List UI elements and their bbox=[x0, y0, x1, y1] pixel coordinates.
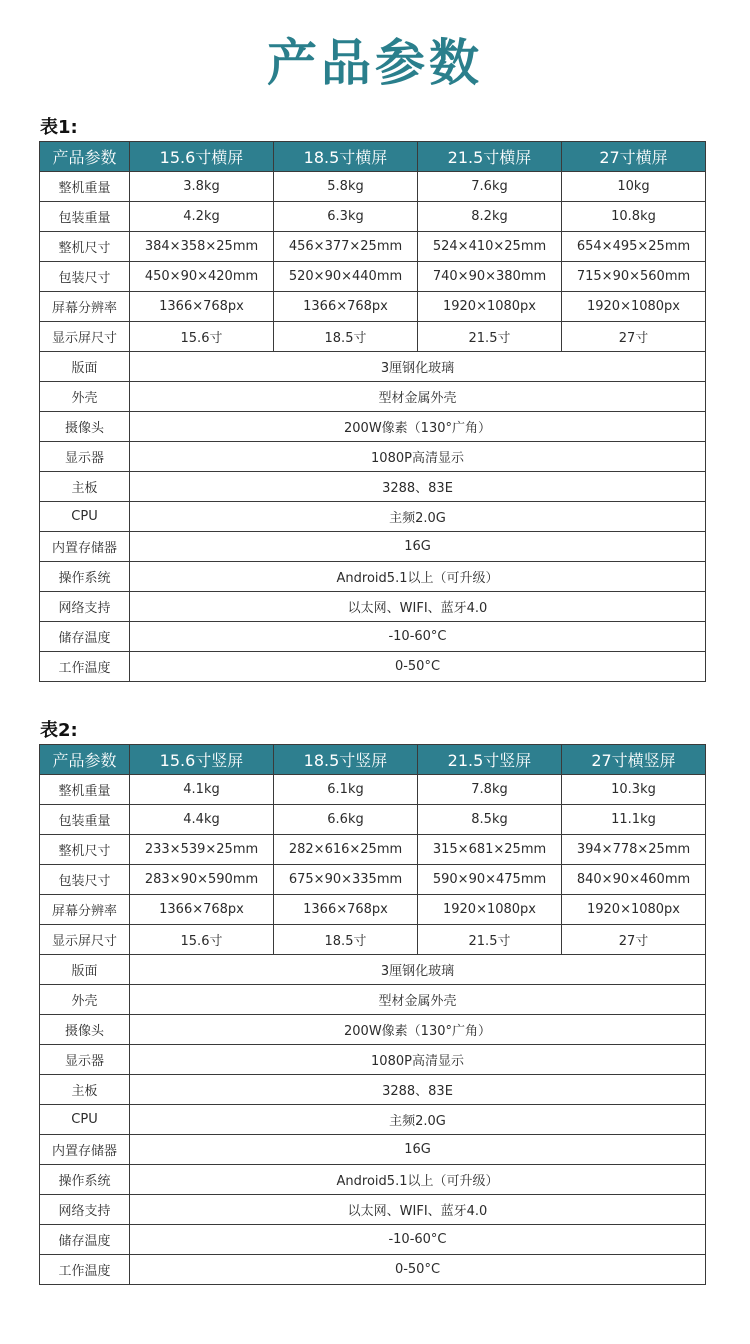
shared-value-cell: 0-50°C bbox=[130, 652, 706, 682]
header-model-4: 27寸横竖屏 bbox=[562, 745, 706, 775]
param-name-cell: 操作系统 bbox=[40, 562, 130, 592]
param-value-cell: 6.1kg bbox=[274, 775, 418, 805]
param-value-cell: 715×90×560mm bbox=[562, 262, 706, 292]
header-model-3: 21.5寸横屏 bbox=[418, 142, 562, 172]
table-header-row bbox=[40, 142, 706, 172]
param-value-cell: 11.1kg bbox=[562, 805, 706, 835]
param-value-cell: 282×616×25mm bbox=[274, 835, 418, 865]
param-value-cell: 1366×768px bbox=[274, 292, 418, 322]
param-name-cell: CPU bbox=[40, 502, 130, 532]
param-value-cell: 15.6寸 bbox=[130, 925, 274, 955]
param-name-cell: 内置存储器 bbox=[40, 532, 130, 562]
table-row bbox=[40, 925, 706, 955]
param-name-cell: 摄像头 bbox=[40, 412, 130, 442]
shared-value-cell: 200W像素（130°广角） bbox=[130, 1015, 706, 1045]
param-name-cell: 储存温度 bbox=[40, 622, 130, 652]
table-row-shared bbox=[40, 502, 706, 532]
table-row-shared bbox=[40, 622, 706, 652]
param-value-cell: 315×681×25mm bbox=[418, 835, 562, 865]
shared-value-cell: 1080P高清显示 bbox=[130, 1045, 706, 1075]
param-name-cell: 整机重量 bbox=[40, 775, 130, 805]
param-name-cell: 整机尺寸 bbox=[40, 835, 130, 865]
param-name-cell: 外壳 bbox=[40, 985, 130, 1015]
shared-value-cell: Android5.1以上（可升级） bbox=[130, 562, 706, 592]
param-value-cell: 740×90×380mm bbox=[418, 262, 562, 292]
param-name-cell: 包装尺寸 bbox=[40, 262, 130, 292]
table-row bbox=[40, 202, 706, 232]
shared-value-cell: -10-60°C bbox=[130, 1225, 706, 1255]
param-value-cell: 4.1kg bbox=[130, 775, 274, 805]
table-row-shared bbox=[40, 1105, 706, 1135]
param-name-cell: 主板 bbox=[40, 472, 130, 502]
param-value-cell: 8.5kg bbox=[418, 805, 562, 835]
param-value-cell: 5.8kg bbox=[274, 172, 418, 202]
param-value-cell: 27寸 bbox=[562, 925, 706, 955]
param-value-cell: 1920×1080px bbox=[418, 895, 562, 925]
param-value-cell: 524×410×25mm bbox=[418, 232, 562, 262]
param-name-cell: 摄像头 bbox=[40, 1015, 130, 1045]
param-value-cell: 1366×768px bbox=[274, 895, 418, 925]
table-row-shared bbox=[40, 1135, 706, 1165]
param-value-cell: 4.4kg bbox=[130, 805, 274, 835]
param-value-cell: 1920×1080px bbox=[562, 292, 706, 322]
param-value-cell: 520×90×440mm bbox=[274, 262, 418, 292]
header-param-label: 产品参数 bbox=[40, 745, 130, 775]
table-row bbox=[40, 895, 706, 925]
param-name-cell: 网络支持 bbox=[40, 1195, 130, 1225]
table-1-caption: 表1: bbox=[40, 117, 78, 138]
header-param-label: 产品参数 bbox=[40, 142, 130, 172]
param-value-cell: 590×90×475mm bbox=[418, 865, 562, 895]
table-row-shared bbox=[40, 1165, 706, 1195]
param-value-cell: 27寸 bbox=[562, 322, 706, 352]
shared-value-cell: 3厘钢化玻璃 bbox=[130, 352, 706, 382]
param-value-cell: 283×90×590mm bbox=[130, 865, 274, 895]
table-row-shared bbox=[40, 1255, 706, 1285]
shared-value-cell: 主频2.0G bbox=[130, 502, 706, 532]
shared-value-cell: Android5.1以上（可升级） bbox=[130, 1165, 706, 1195]
param-value-cell: 1366×768px bbox=[130, 895, 274, 925]
param-name-cell: 屏幕分辨率 bbox=[40, 895, 130, 925]
header-model-3: 21.5寸竖屏 bbox=[418, 745, 562, 775]
shared-value-cell: 以太网、WIFI、蓝牙4.0 bbox=[130, 1195, 706, 1225]
table-row bbox=[40, 805, 706, 835]
table-row-shared bbox=[40, 1225, 706, 1255]
param-value-cell: 1920×1080px bbox=[418, 292, 562, 322]
param-name-cell: 整机重量 bbox=[40, 172, 130, 202]
param-value-cell: 654×495×25mm bbox=[562, 232, 706, 262]
table-row bbox=[40, 262, 706, 292]
header-model-2: 18.5寸横屏 bbox=[274, 142, 418, 172]
table-row-shared bbox=[40, 1015, 706, 1045]
param-name-cell: 显示屏尺寸 bbox=[40, 925, 130, 955]
shared-value-cell: 1080P高清显示 bbox=[130, 442, 706, 472]
table-row bbox=[40, 775, 706, 805]
table-row-shared bbox=[40, 382, 706, 412]
param-value-cell: 4.2kg bbox=[130, 202, 274, 232]
table-row bbox=[40, 292, 706, 322]
shared-value-cell: 0-50°C bbox=[130, 1255, 706, 1285]
table-row-shared bbox=[40, 1195, 706, 1225]
shared-value-cell: 主频2.0G bbox=[130, 1105, 706, 1135]
param-value-cell: 8.2kg bbox=[418, 202, 562, 232]
param-value-cell: 18.5寸 bbox=[274, 925, 418, 955]
table-row bbox=[40, 322, 706, 352]
shared-value-cell: 200W像素（130°广角） bbox=[130, 412, 706, 442]
shared-value-cell: 3288、83E bbox=[130, 472, 706, 502]
param-value-cell: 840×90×460mm bbox=[562, 865, 706, 895]
param-value-cell: 233×539×25mm bbox=[130, 835, 274, 865]
param-name-cell: 整机尺寸 bbox=[40, 232, 130, 262]
table-row-shared bbox=[40, 442, 706, 472]
table-row-shared bbox=[40, 532, 706, 562]
param-value-cell: 456×377×25mm bbox=[274, 232, 418, 262]
param-name-cell: 储存温度 bbox=[40, 1225, 130, 1255]
spec-table-2 bbox=[39, 744, 706, 1285]
table-row bbox=[40, 232, 706, 262]
param-name-cell: 工作温度 bbox=[40, 1255, 130, 1285]
param-name-cell: 包装尺寸 bbox=[40, 865, 130, 895]
table-row-shared bbox=[40, 592, 706, 622]
param-name-cell: 屏幕分辨率 bbox=[40, 292, 130, 322]
param-value-cell: 18.5寸 bbox=[274, 322, 418, 352]
param-name-cell: 主板 bbox=[40, 1075, 130, 1105]
table-row-shared bbox=[40, 412, 706, 442]
table-row-shared bbox=[40, 352, 706, 382]
param-value-cell: 6.6kg bbox=[274, 805, 418, 835]
header-model-1: 15.6寸竖屏 bbox=[130, 745, 274, 775]
table-row bbox=[40, 865, 706, 895]
shared-value-cell: 型材金属外壳 bbox=[130, 382, 706, 412]
param-value-cell: 15.6寸 bbox=[130, 322, 274, 352]
param-value-cell: 394×778×25mm bbox=[562, 835, 706, 865]
shared-value-cell: 3288、83E bbox=[130, 1075, 706, 1105]
param-name-cell: 版面 bbox=[40, 352, 130, 382]
param-value-cell: 10kg bbox=[562, 172, 706, 202]
param-value-cell: 1366×768px bbox=[130, 292, 274, 322]
table-row-shared bbox=[40, 985, 706, 1015]
header-model-1: 15.6寸横屏 bbox=[130, 142, 274, 172]
table-header-row bbox=[40, 745, 706, 775]
table-row-shared bbox=[40, 472, 706, 502]
param-value-cell: 6.3kg bbox=[274, 202, 418, 232]
table-row-shared bbox=[40, 1075, 706, 1105]
param-name-cell: 网络支持 bbox=[40, 592, 130, 622]
param-name-cell: 工作温度 bbox=[40, 652, 130, 682]
table-2-caption: 表2: bbox=[40, 720, 78, 741]
param-name-cell: 显示屏尺寸 bbox=[40, 322, 130, 352]
spec-table-1 bbox=[39, 141, 706, 682]
table-row bbox=[40, 835, 706, 865]
param-name-cell: 包装重量 bbox=[40, 805, 130, 835]
shared-value-cell: -10-60°C bbox=[130, 622, 706, 652]
header-model-2: 18.5寸竖屏 bbox=[274, 745, 418, 775]
param-value-cell: 3.8kg bbox=[130, 172, 274, 202]
param-value-cell: 10.3kg bbox=[562, 775, 706, 805]
param-name-cell: 显示器 bbox=[40, 442, 130, 472]
param-name-cell: 操作系统 bbox=[40, 1165, 130, 1195]
param-value-cell: 21.5寸 bbox=[418, 322, 562, 352]
param-name-cell: CPU bbox=[40, 1105, 130, 1135]
param-name-cell: 外壳 bbox=[40, 382, 130, 412]
shared-value-cell: 16G bbox=[130, 1135, 706, 1165]
shared-value-cell: 3厘钢化玻璃 bbox=[130, 955, 706, 985]
table-row-shared bbox=[40, 652, 706, 682]
param-value-cell: 7.8kg bbox=[418, 775, 562, 805]
param-value-cell: 7.6kg bbox=[418, 172, 562, 202]
param-value-cell: 1920×1080px bbox=[562, 895, 706, 925]
page-title: 产品参数 bbox=[267, 34, 483, 92]
shared-value-cell: 16G bbox=[130, 532, 706, 562]
param-value-cell: 21.5寸 bbox=[418, 925, 562, 955]
param-name-cell: 包装重量 bbox=[40, 202, 130, 232]
shared-value-cell: 以太网、WIFI、蓝牙4.0 bbox=[130, 592, 706, 622]
table-row bbox=[40, 172, 706, 202]
shared-value-cell: 型材金属外壳 bbox=[130, 985, 706, 1015]
param-name-cell: 版面 bbox=[40, 955, 130, 985]
header-model-4: 27寸横屏 bbox=[562, 142, 706, 172]
table-row-shared bbox=[40, 562, 706, 592]
table-row-shared bbox=[40, 955, 706, 985]
param-value-cell: 384×358×25mm bbox=[130, 232, 274, 262]
param-value-cell: 450×90×420mm bbox=[130, 262, 274, 292]
table-row-shared bbox=[40, 1045, 706, 1075]
param-value-cell: 675×90×335mm bbox=[274, 865, 418, 895]
param-value-cell: 10.8kg bbox=[562, 202, 706, 232]
param-name-cell: 显示器 bbox=[40, 1045, 130, 1075]
param-name-cell: 内置存储器 bbox=[40, 1135, 130, 1165]
